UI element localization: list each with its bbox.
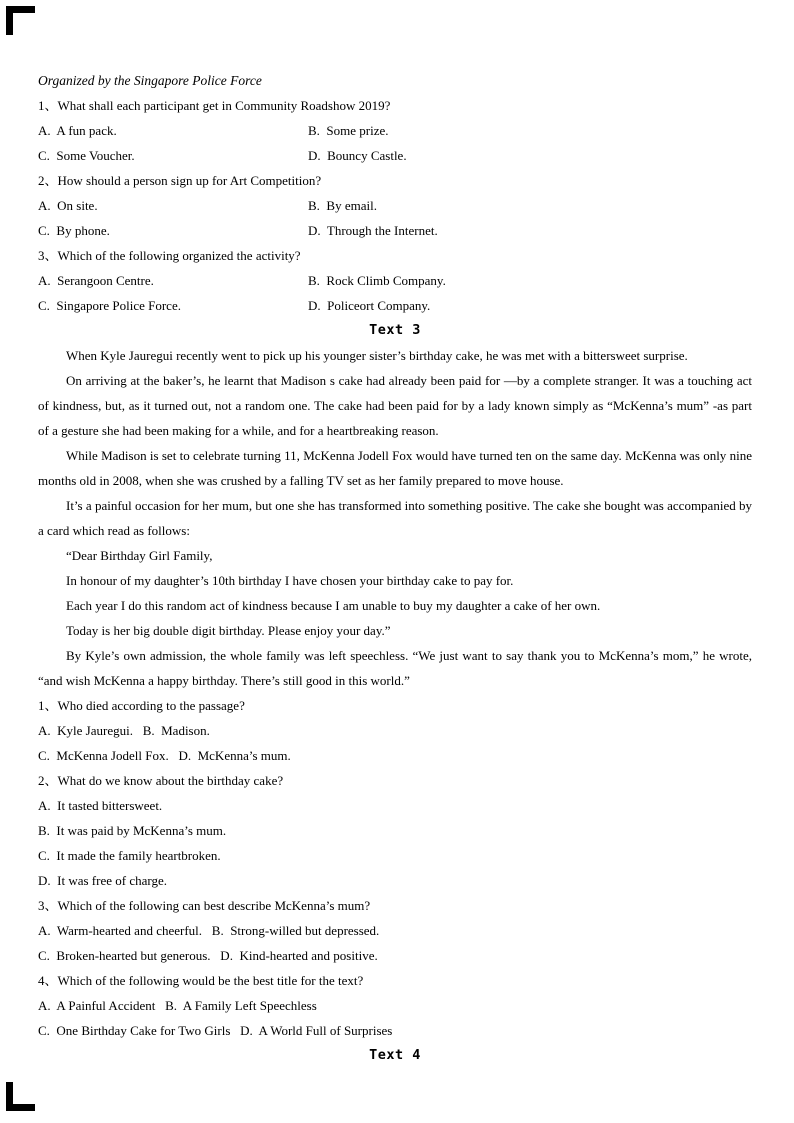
- option: D. Bouncy Castle.: [308, 148, 407, 163]
- option: B. Some prize.: [308, 123, 389, 138]
- question-prompt: 4、Which of the following would be the best title for the text?: [38, 973, 364, 988]
- question-prompt: 3、Which of the following can best describe McKenna’s mum?: [38, 898, 371, 913]
- option: C. Some Voucher.: [38, 148, 135, 163]
- passage-source-line: Organized by the Singapore Police Force: [38, 73, 262, 88]
- options-row: [38, 118, 752, 143]
- options-line: A. It tasted bittersweet.: [38, 798, 163, 813]
- text4-heading: Text 4: [369, 1047, 421, 1063]
- option: C. Singapore Police Force.: [38, 298, 181, 313]
- options-row: [38, 293, 752, 318]
- option: A. Serangoon Centre.: [38, 273, 154, 288]
- options-line: B. It was paid by McKenna’s mum.: [38, 823, 227, 838]
- paragraph: When Kyle Jauregui recently went to pick up his younger sister’s birthday cake, he was met with a bittersweet surprise.: [66, 348, 688, 363]
- option: C. By phone.: [38, 223, 110, 238]
- options-line: A. Kyle Jauregui. B. Madison.: [38, 723, 210, 738]
- options-row: [38, 218, 752, 243]
- question-prompt: 3、Which of the following organized the activity?: [38, 248, 301, 263]
- options-line: A. A Painful Accident B. A Family Left Speechless: [38, 998, 317, 1013]
- option: A. On site.: [38, 198, 98, 213]
- options-line: C. It made the family heartbroken.: [38, 848, 221, 863]
- question-prompt: 2、What do we know about the birthday cake?: [38, 773, 284, 788]
- paragraph: Each year I do this random act of kindness because I am unable to buy my daughter a cake of her own.: [66, 598, 601, 613]
- corner-mark-bottom-left-icon: [6, 1082, 35, 1111]
- options-line: C. One Birthday Cake for Two Girls D. A World Full of Surprises: [38, 1023, 393, 1038]
- paragraph: It’s a painful occasion for her mum, but one she has transformed into something positive. The cake she bought was accompanied by a card which read as follows:: [38, 498, 752, 538]
- options-row: [38, 143, 752, 168]
- options-line: C. Broken-hearted but generous. D. Kind-hearted and positive.: [38, 948, 378, 963]
- paragraph: By Kyle’s own admission, the whole family was left speechless. “We just want to say thank you to McKenna’s mom,” he wrote, “and wish McKenna a happy birthday. There’s still good in this world.”: [38, 648, 752, 688]
- paragraph: “Dear Birthday Girl Family,: [66, 548, 213, 563]
- question-prompt: 2、How should a person sign up for Art Competition?: [38, 173, 322, 188]
- option: D. Through the Internet.: [308, 223, 438, 238]
- paragraph: While Madison is set to celebrate turning 11, McKenna Jodell Fox would have turned ten on the same day. McKenna was only nine months old in 2008, when she was crushed by a falling TV set as her family prepared to move house.: [38, 448, 752, 488]
- question-prompt: 1、What shall each participant get in Community Roadshow 2019?: [38, 98, 391, 113]
- text3-passage: [38, 343, 752, 693]
- option: B. By email.: [308, 198, 377, 213]
- paragraph: On arriving at the baker’s, he learnt that Madison s cake had already been paid for —by a complete stranger. It was a touching act of kindness, but, as it turned out, not a random one. The cake had been paid for by a lady known simply as “McKenna’s mum” -as part of a gesture she had been making for a while, and for a heartbreaking reason.: [38, 373, 752, 438]
- corner-mark-top-left-icon: [6, 6, 35, 35]
- options-line: C. McKenna Jodell Fox. D. McKenna’s mum.: [38, 748, 291, 763]
- paragraph: In honour of my daughter’s 10th birthday I have chosen your birthday cake to pay for.: [66, 573, 514, 588]
- option: B. Rock Climb Company.: [308, 273, 446, 288]
- option: A. A fun pack.: [38, 123, 117, 138]
- text3-heading: Text 3: [369, 322, 421, 338]
- question-prompt: 1、Who died according to the passage?: [38, 698, 245, 713]
- paragraph: Today is her big double digit birthday. Please enjoy your day.”: [66, 623, 391, 638]
- option: D. Policeort Company.: [308, 298, 431, 313]
- options-row: [38, 193, 752, 218]
- options-line: D. It was free of charge.: [38, 873, 167, 888]
- options-line: A. Warm-hearted and cheerful. B. Strong-willed but depressed.: [38, 923, 380, 938]
- options-row: [38, 268, 752, 293]
